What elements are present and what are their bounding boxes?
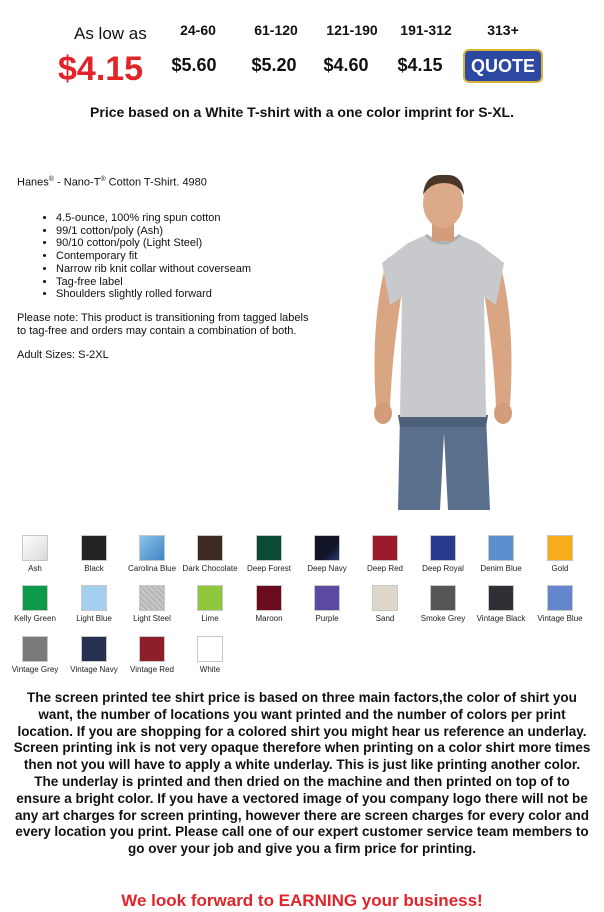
swatch-label: Dark Chocolate [182,564,238,573]
tag-free-note: Please note: This product is transitioning from tagged labels to tag-free and orders may contain a combination of both. [17,312,309,337]
tier-price: $4.60 [323,55,369,75]
product-line: - Nano-T [53,176,101,189]
swatch-chip[interactable] [197,636,223,662]
color-swatch[interactable] [298,535,356,574]
swatch-label: White [199,665,221,674]
color-swatch[interactable] [531,535,589,574]
color-swatch[interactable] [356,585,414,624]
swatch-chip[interactable] [256,585,282,611]
color-swatch[interactable] [123,585,181,624]
brand-name: Hanes [17,176,49,189]
tier-range: 24-60 [180,22,216,38]
swatch-label: Maroon [255,614,283,623]
color-swatch[interactable] [414,535,472,574]
swatch-chip[interactable] [22,585,48,611]
swatch-chip[interactable] [81,535,107,561]
feature-item: • Narrow rib knit collar without coverseam [56,263,251,276]
lowest-price: $4.15 [58,50,144,88]
swatch-chip[interactable] [22,636,48,662]
swatch-label: Ash [28,564,42,573]
feature-item: • Tag-free label [56,276,251,289]
color-swatch[interactable] [531,585,589,624]
color-swatch[interactable] [6,636,64,675]
swatch-label: Vintage Blue [537,614,583,623]
quote-button[interactable]: QUOTE [463,49,543,83]
swatch-chip[interactable] [547,585,573,611]
tier-range: 61-120 [254,22,298,38]
pricing-description: The screen printed tee shirt price is based on three main factors,the color of shirt you want, the number of locations you want printed and the number of colors per print location. If you are shopping for a colored shirt you might hear us reference an underlay. Screen printing ink is not very opaque therefore when printing on a color shirt more times then not you will have to apply a white underlay. This is just like printing another color. The underlay is printed and then dried on the machine and then printed on top of to ensure a bright color. If you have a vectored image of you company logo there will not be any art charges for screen printing, however there are screen charges for every color and every location you print. Please call one of our expert customer service team members to go over your job and give you a firm price for printing. [13,690,591,857]
swatch-label: Kelly Green [14,614,56,623]
color-swatch[interactable] [65,585,123,624]
product-title [17,176,207,189]
swatch-label: Deep Forest [246,564,292,573]
color-swatch[interactable] [65,535,123,574]
feature-item: • 4.5-ounce, 100% ring spun cotton [56,212,251,225]
swatch-chip[interactable] [81,585,107,611]
color-swatch[interactable] [472,585,530,624]
swatch-chip[interactable] [197,535,223,561]
swatch-chip[interactable] [372,535,398,561]
swatch-chip[interactable] [488,585,514,611]
tier-range: 313+ [487,22,519,38]
color-swatch[interactable] [356,535,414,574]
swatch-label: Light Blue [76,614,112,623]
registered-mark: ® [100,176,106,183]
feature-item: • 90/10 cotton/poly (Light Steel) [56,237,251,250]
swatch-label: Denim Blue [480,564,522,573]
swatch-chip[interactable] [81,636,107,662]
swatch-chip[interactable] [372,585,398,611]
tier-range: 121-190 [326,22,378,38]
swatch-label: Deep Royal [422,564,464,573]
swatch-label: Deep Navy [307,564,347,573]
feature-item: • Shoulders slightly rolled forward [56,288,251,301]
swatch-chip[interactable] [488,535,514,561]
adult-sizes: Adult Sizes: S-2XL [17,349,109,361]
color-swatch[interactable] [123,636,181,675]
swatch-chip[interactable] [139,535,165,561]
tier-range: 191-312 [400,22,452,38]
swatch-label: Smoke Grey [420,614,466,623]
feature-list [36,212,251,301]
color-swatch[interactable] [181,585,239,624]
color-swatch[interactable] [6,585,64,624]
swatch-chip[interactable] [430,585,456,611]
tier-price: $4.15 [397,55,443,75]
swatch-label: Vintage Red [130,665,174,674]
swatch-chip[interactable] [547,535,573,561]
swatch-label: Lime [201,614,219,623]
swatch-chip[interactable] [314,585,340,611]
swatch-label: Vintage Grey [11,665,59,674]
swatch-label: Gold [551,564,569,573]
color-swatch[interactable] [123,535,181,574]
swatch-label: Light Steel [133,614,171,623]
swatch-label: Black [84,564,104,573]
color-swatch[interactable] [240,585,298,624]
feature-item: • 99/1 cotton/poly (Ash) [56,225,251,238]
swatch-label: Vintage Black [476,614,526,623]
color-swatch[interactable] [240,535,298,574]
feature-item: • Contemporary fit [56,250,251,263]
swatch-chip[interactable] [430,535,456,561]
swatch-chip[interactable] [139,585,165,611]
swatch-label: Deep Red [366,564,404,573]
closing-tagline: We look forward to EARNING your business! [121,891,483,910]
color-swatch[interactable] [298,585,356,624]
swatch-chip[interactable] [197,585,223,611]
swatch-label: Vintage Navy [70,665,118,674]
swatch-label: Sand [375,614,395,623]
swatch-chip[interactable] [139,636,165,662]
price-basis-note: Price based on a White T-shirt with a one color imprint for S-XL. [90,104,514,120]
color-swatch[interactable] [181,636,239,675]
swatch-chip[interactable] [22,535,48,561]
color-swatch[interactable] [181,535,239,574]
registered-mark: ® [48,176,54,183]
product-model: Cotton T-Shirt. 4980 [105,176,207,189]
swatch-chip[interactable] [314,535,340,561]
swatch-label: Carolina Blue [127,564,177,573]
color-swatch[interactable] [65,636,123,675]
color-swatch[interactable] [6,535,64,574]
tier-price: $5.20 [251,55,297,75]
product-model-photo [368,165,518,510]
tier-price: $5.60 [171,55,217,75]
swatch-chip[interactable] [256,535,282,561]
color-swatch[interactable] [472,535,530,574]
swatch-label: Purple [315,614,339,623]
as-low-as-label: As low as [74,24,147,43]
color-swatch[interactable] [414,585,472,624]
